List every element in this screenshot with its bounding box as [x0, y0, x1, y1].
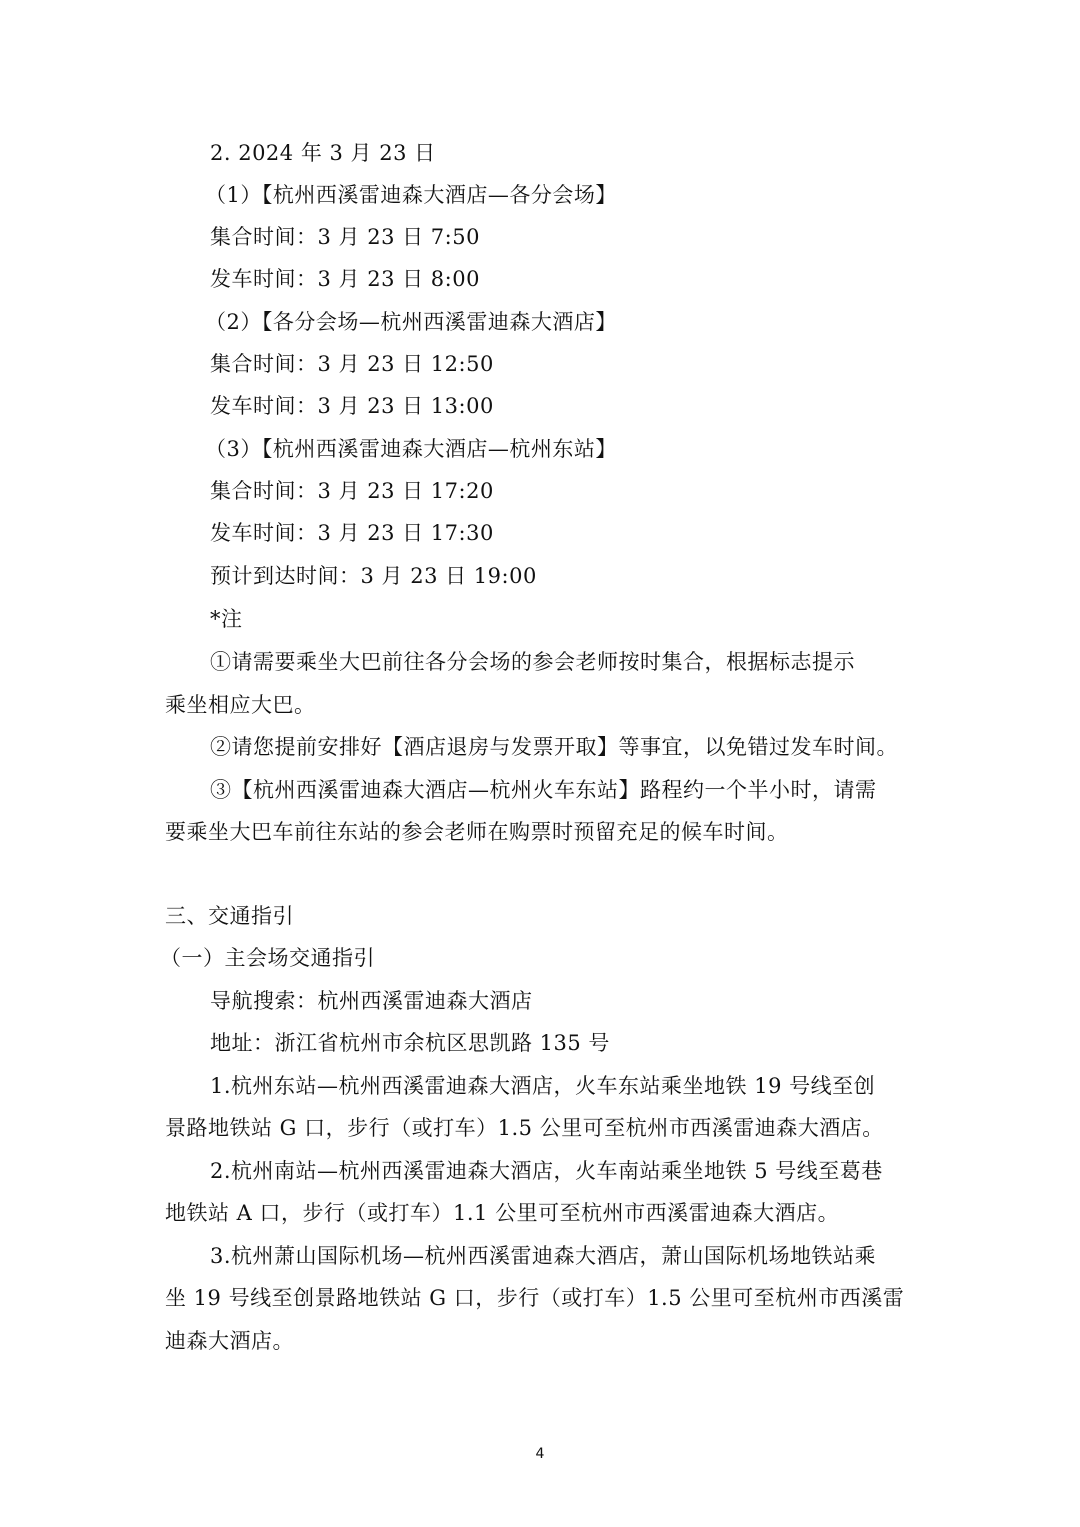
- note-3-line-1: ③【杭州西溪雷迪森大酒店—杭州火车东站】路程约一个半小时，请需: [210, 778, 877, 802]
- note-1-line-2: 乘坐相应大巴。: [165, 693, 316, 717]
- section-heading-transport: 三、交通指引: [165, 904, 294, 928]
- route-east-station-line-1: 1.杭州东站—杭州西溪雷迪森大酒店，火车东站乘坐地铁 19 号线至创: [210, 1074, 876, 1098]
- route-airport-line-2: 坐 19 号线至创景路地铁站 G 口，步行（或打车）1.5 公里可至杭州市西溪雷: [165, 1286, 905, 1310]
- route-east-station-line-2: 景路地铁站 G 口，步行（或打车）1.5 公里可至杭州市西溪雷迪森大酒店。: [165, 1116, 884, 1140]
- route-airport-line-1: 3.杭州萧山国际机场—杭州西溪雷迪森大酒店，萧山国际机场地铁站乘: [210, 1244, 877, 1268]
- route-1-gather-time: 集合时间：3 月 23 日 7:50: [210, 225, 480, 249]
- route-2-gather-time: 集合时间：3 月 23 日 12:50: [210, 352, 494, 376]
- note-3-line-2: 要乘坐大巴车前往东站的参会老师在购票时预留充足的候车时间。: [165, 820, 789, 844]
- route-south-station-line-1: 2.杭州南站—杭州西溪雷迪森大酒店，火车南站乘坐地铁 5 号线至葛巷: [210, 1159, 883, 1183]
- route-3-gather-time: 集合时间：3 月 23 日 17:20: [210, 479, 494, 503]
- route-1-depart-time: 发车时间：3 月 23 日 8:00: [210, 267, 480, 291]
- route-3-arrival-time: 预计到达时间：3 月 23 日 19:00: [210, 564, 537, 588]
- address: 地址：浙江省杭州市余杭区思凯路 135 号: [210, 1031, 610, 1055]
- note-heading: *注: [210, 607, 243, 631]
- route-2-depart-time: 发车时间：3 月 23 日 13:00: [210, 394, 494, 418]
- navigation-search: 导航搜索：杭州西溪雷迪森大酒店: [210, 989, 533, 1013]
- note-2: ②请您提前安排好【酒店退房与发票开取】等事宜，以免错过发车时间。: [210, 735, 898, 759]
- route-south-station-line-2: 地铁站 A 口，步行（或打车）1.1 公里可至杭州市西溪雷迪森大酒店。: [165, 1201, 840, 1225]
- route-1-title: （1）【杭州西溪雷迪森大酒店—各分会场】: [205, 183, 617, 207]
- date-heading: 2. 2024 年 3 月 23 日: [210, 141, 436, 165]
- page-number: 4: [535, 1446, 545, 1462]
- subsection-heading-main-venue: （一）主会场交通指引: [160, 946, 375, 970]
- route-airport-line-3: 迪森大酒店。: [165, 1329, 294, 1353]
- route-3-title: （3）【杭州西溪雷迪森大酒店—杭州东站】: [205, 437, 617, 461]
- route-3-depart-time: 发车时间：3 月 23 日 17:30: [210, 521, 494, 545]
- note-1-line-1: ①请需要乘坐大巴前往各分会场的参会老师按时集合，根据标志提示: [210, 650, 855, 674]
- route-2-title: （2）【各分会场—杭州西溪雷迪森大酒店】: [205, 310, 617, 334]
